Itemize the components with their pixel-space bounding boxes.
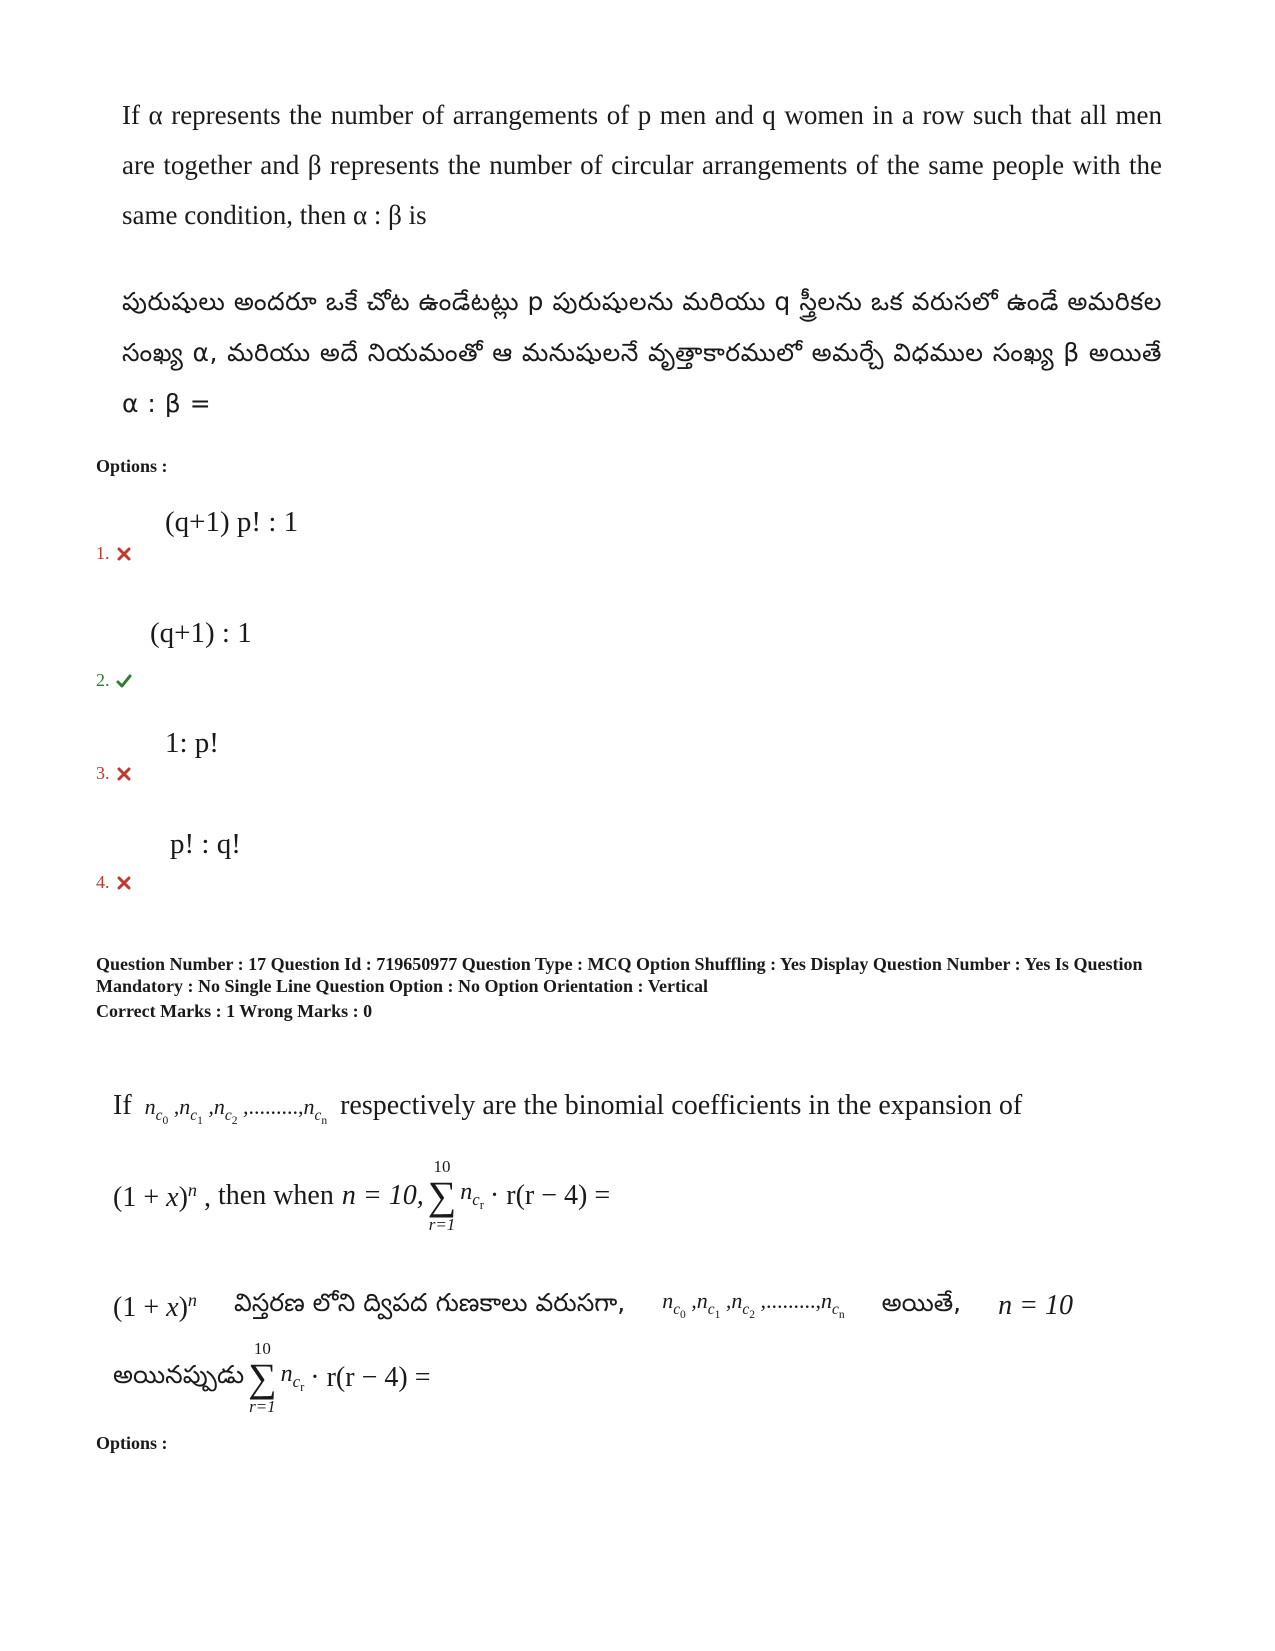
option-2-text: (q+1) : 1	[150, 617, 252, 649]
telugu-expansion-text: విస్తరణ లోని ద్విపద గుణకాలు వరుసగా,	[233, 1288, 626, 1317]
options-label-q16: Options :	[96, 456, 168, 476]
wrong-icon	[116, 766, 132, 782]
coefficient-list-telugu: $n_{c_0}$ $,n_{c_1}$ $,n_{c_2}$ $,.........,n_{c_n}$	[662, 1288, 845, 1322]
question-17-metadata: Question Number : 17 Question Id : 719650977 Question Type : MCQ Option Shuffling : Yes Display Question Number : Yes Is Question Mandatory : No Single Line Question Option : No Option Orientation : Vertical	[96, 954, 1143, 996]
question-17-telugu-line-2	[113, 1340, 430, 1416]
sum-upper-limit-telugu: 10	[253, 1339, 271, 1358]
option-3-number: 3.	[96, 763, 110, 783]
check-icon	[116, 673, 132, 689]
sum-lower-limit: r=1	[428, 1215, 456, 1234]
option-2[interactable]	[96, 670, 132, 691]
wrong-icon	[116, 546, 132, 562]
option-4[interactable]	[96, 872, 132, 893]
summation-telugu	[248, 1340, 277, 1416]
sigma-symbol-telugu: ∑	[248, 1355, 277, 1400]
option-1-number: 1.	[96, 543, 110, 563]
sum-upper-limit: 10	[433, 1157, 451, 1176]
telugu-then-text: అయితే,	[881, 1288, 962, 1317]
sum-expression: · r(r − 4) =	[489, 1180, 611, 1211]
n-equals-10-telugu: n = 10	[998, 1290, 1073, 1321]
option-3-text: 1: p!	[165, 727, 219, 759]
sigma-symbol: ∑	[427, 1173, 457, 1218]
telugu-when-text: అయినప్పుడు	[113, 1360, 245, 1389]
question-17-telugu-line-1	[113, 1288, 1073, 1324]
options-label-q17: Options :	[96, 1433, 168, 1453]
expansion-expression: $(1 + x)^n$ ,	[113, 1179, 218, 1213]
question-16-telugu-text: పురుషులు అందరూ ఒకే చోట ఉండేటట్లు p పురుషులను మరియు q స్త్రీలను ఒక వరుసలో ఉండే అమరికల సంఖ్య α, మరియు అదే నియమంతో ఆ మనుషులనే వృత్తాకారములో అమర్చే విధముల సంఖ్య β అయితే α : β =	[122, 287, 1162, 418]
wrong-icon	[116, 875, 132, 891]
summation	[428, 1158, 457, 1234]
option-1[interactable]	[96, 543, 132, 564]
coefficient-description: respectively are the binomial coefficients in the expansion of	[340, 1090, 1023, 1121]
then-when-text: then when	[217, 1180, 334, 1211]
sum-lower-limit-telugu: r=1	[249, 1397, 276, 1416]
question-17-english-line-1	[113, 1092, 1022, 1128]
n-equals-10: n = 10,	[341, 1180, 424, 1211]
option-4-number: 4.	[96, 872, 110, 892]
ncr-term-telugu: $n_{c_r}$	[280, 1361, 305, 1395]
ncr-term: $n_{c_r}$	[460, 1179, 484, 1213]
option-4-text: p! : q!	[170, 828, 241, 860]
question-17-english-line-2	[113, 1158, 610, 1234]
option-2-number: 2.	[96, 670, 110, 690]
question-17-marks: Correct Marks : 1 Wrong Marks : 0	[96, 1001, 373, 1021]
question-16-english-text: If α represents the number of arrangements of p men and q women in a row such that all men are together and β represents the number of circular arrangements of the same people with the same condition, then α : β is	[122, 100, 1162, 230]
sum-expression-telugu: · r(r − 4) =	[310, 1362, 431, 1393]
expansion-expression-telugu: $(1 + x)^n$	[113, 1289, 197, 1323]
if-word: If	[113, 1090, 132, 1121]
coefficient-list-english: $n_{c_0}$ $,n_{c_1}$ $,n_{c_2}$ $,.........,n_{c_n}$	[144, 1094, 328, 1127]
option-1-text: (q+1) p! : 1	[165, 506, 299, 538]
option-3[interactable]	[96, 763, 132, 784]
